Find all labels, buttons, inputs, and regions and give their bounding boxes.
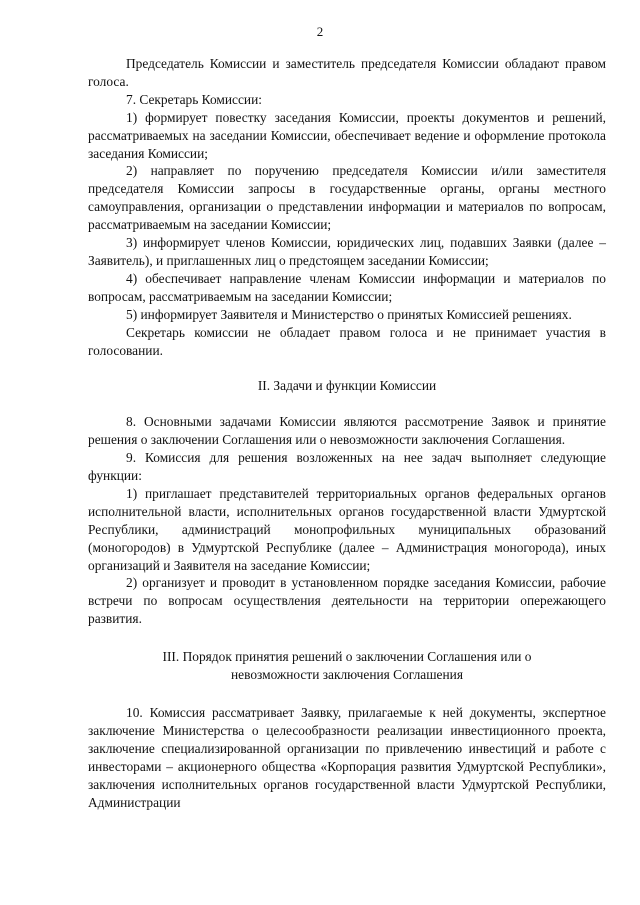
paragraph: 7. Секретарь Комиссии: — [126, 91, 262, 107]
section-heading: III. Порядок принятия решений о заключении Соглашения или о невозможности заключения Соглашения — [162, 649, 532, 683]
paragraph: 2) направляет по поручению председателя Комиссии и/или заместителя председателя Комиссии запросы в государственные органы, органы местного самоуправления, организации о представлении информации и материалов по вопросам, рассматриваемым на заседании Комиссии; — [88, 163, 606, 233]
document-body — [88, 55, 606, 811]
paragraph: 3) информирует членов Комиссии, юридических лиц, подавших Заявки (далее – Заявитель), и приглашенных лиц о предстоящем заседании Комиссии; — [88, 235, 606, 268]
paragraph: 1) формирует повестку заседания Комиссии, проекты документов и решений, рассматриваемых на заседании Комиссии, обеспечивает ведение и оформление протокола заседания Комиссии; — [88, 109, 606, 161]
section-heading: II. Задачи и функции Комиссии — [257, 378, 437, 394]
paragraph: Председатель Комиссии и заместитель председателя Комиссии обладают правом голоса. — [88, 56, 606, 89]
paragraph: 10. Комиссия рассматривает Заявку, прилагаемые к ней документы, экспертное заключение Министерства о целесообразности реализации инвестиционного проекта, заключение специализированной организации по привлечению инвестиций и работе с инвесторами – акционерного общества «Корпорация развития Удмуртской Республики», заключения исполнительных органов государственной власти Удмуртской Республики, Администрации — [88, 705, 606, 810]
paragraph: 4) обеспечивает направление членам Комиссии информации и материалов по вопросам, рассматриваемым на заседании Комиссии; — [88, 270, 606, 304]
paragraph: Секретарь комиссии не обладает правом голоса и не принимает участия в голосовании. — [88, 324, 606, 358]
paragraph: 2) организует и проводит в установленном порядке заседания Комиссии, рабочие встречи по вопросам осуществления деятельности на территории опережающего развития. — [88, 575, 606, 627]
paragraph: 1) приглашает представителей территориальных органов федеральных органов исполнительной власти, исполнительных органов государственной власти Удмуртской Республики, администраций монопрофильных муниципальных образований (моногородов) в Удмуртской Республике (далее – Администрация моногорода), иных организаций и Заявителя на заседание Комиссии; — [88, 485, 606, 573]
paragraph: 9. Комиссия для решения возложенных на нее задач выполняет следующие функции: — [88, 450, 606, 484]
paragraph: 8. Основными задачами Комиссии являются рассмотрение Заявок и принятие решения о заключении Соглашения или о невозможности заключения Соглашения. — [88, 414, 606, 448]
page-number: 2 — [316, 24, 324, 39]
paragraph: 5) информирует Заявителя и Министерство о принятых Комиссией решениях. — [126, 306, 572, 322]
